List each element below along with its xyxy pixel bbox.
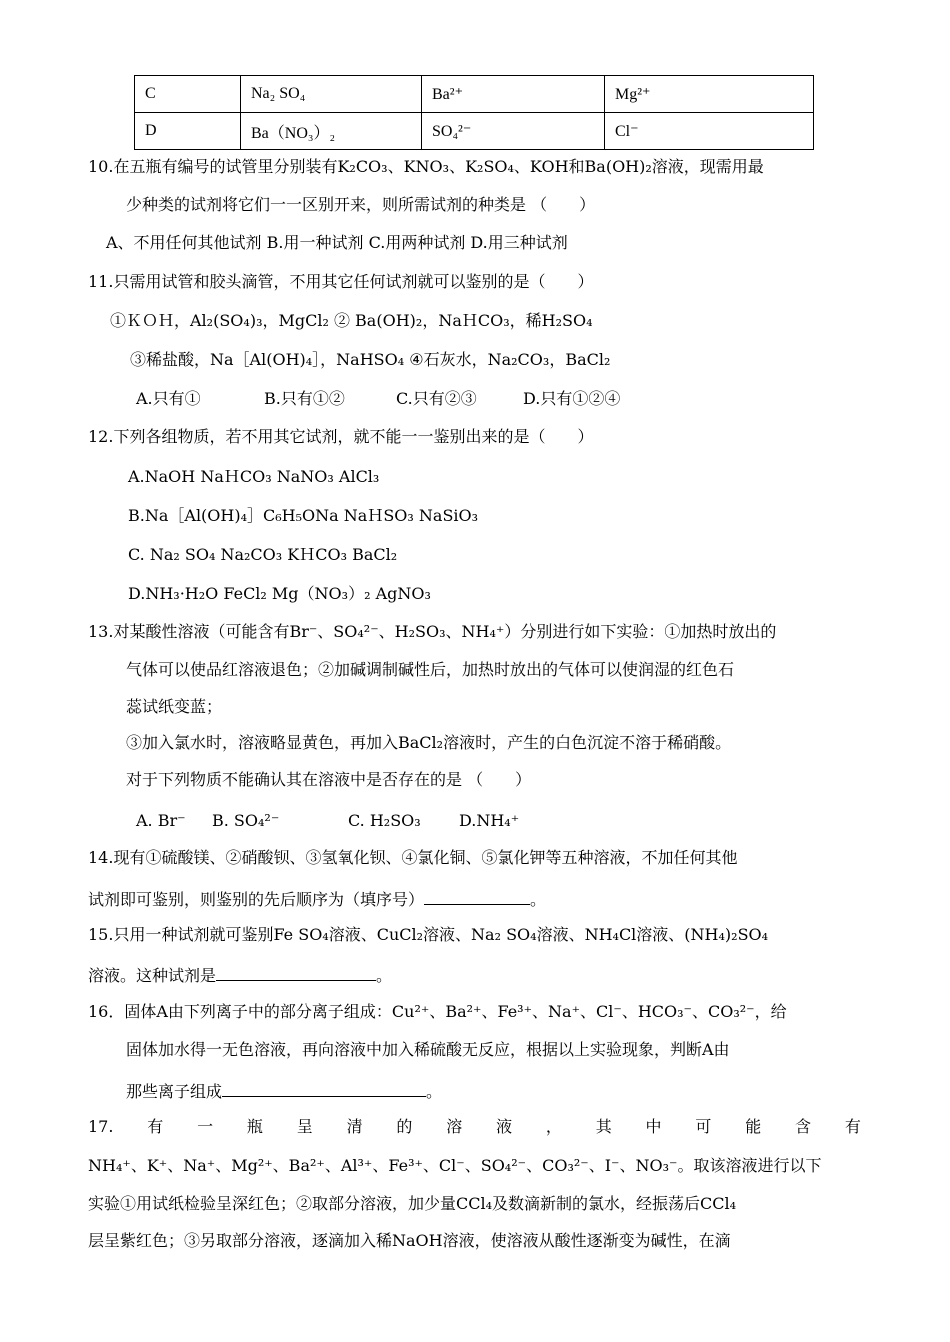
q14-line-2-text: 试剂即可鉴别，则鉴别的先后顺序为（填序号） — [88, 890, 425, 909]
q11-option-d: D.只有①②④ — [523, 389, 621, 408]
q14-line-2-end: 。 — [530, 890, 547, 909]
table-cell: Mg²⁺ — [605, 76, 814, 113]
q12-option-d: D.NH₃·H₂O FeCl₂ Mg（NO₃）₂ AgNO₃ — [128, 584, 431, 603]
table-cell: Ba（NO₃）₂ — [241, 113, 422, 150]
q16-line-2: 固体加水得一无色溶液，再向溶液中加入稀硫酸无反应，根据以上实验现象，判断A由 — [126, 1040, 730, 1059]
q17-word: 溶 — [446, 1117, 463, 1136]
q13-line-4: ③加入氯水时，溶液略显黄色，再加入BaCl₂溶液时，产生的白色沉淀不溶于稀硝酸。 — [126, 733, 732, 752]
q12-option-b: B.Na［Al(OH)₄］C₆H₅ONa NaＨSO₃ NaSiO₃ — [128, 506, 479, 525]
q16-line-3 — [126, 1078, 442, 1102]
q10-options: A、不用任何其他试剂 B.用一种试剂 C.用两种试剂 D.用三种试剂 — [106, 233, 568, 252]
q13-option-c: C. H₂SO₃ — [348, 811, 421, 830]
q13-line-2: 气体可以使品红溶液退色；②加碱调制碱性后，加热时放出的气体可以使润湿的红色石 — [126, 660, 735, 679]
q14-line-2 — [88, 886, 546, 910]
table-cell: Ba²⁺ — [422, 76, 605, 113]
q14-line-1: 14.现有①硫酸镁、②硝酸钡、③氢氧化钡、④氯化铜、⑤氯化钾等五种溶液，不加任何其他 — [88, 848, 738, 867]
table-cell: Cl⁻ — [605, 113, 814, 150]
q17-word: 含 — [795, 1117, 812, 1136]
table-cell: SO₄²⁻ — [422, 113, 605, 150]
q16-answer-blank[interactable] — [222, 1078, 426, 1097]
q13-option-b: B. SO₄²⁻ — [212, 811, 280, 830]
q17-word: 的 — [396, 1117, 413, 1136]
q15-line-2-end: 。 — [376, 966, 393, 985]
q17-word: 清 — [346, 1117, 363, 1136]
q17-word: 能 — [745, 1117, 762, 1136]
q12-option-a: A.NaOH NaＨCO₃ NaNO₃ AlCl₃ — [128, 467, 380, 486]
q17-word: 可 — [695, 1117, 712, 1136]
q17-word: 瓶 — [246, 1117, 263, 1136]
q11-option-c: C.只有②③ — [396, 389, 477, 408]
q17-word: 有 — [147, 1117, 164, 1136]
q12-stem: 12.下列各组物质，若不用其它试剂，就不能一一鉴别出来的是（ ） — [88, 427, 594, 446]
table-row — [135, 113, 814, 150]
q17-line-4: 层呈紫红色；③另取部分溶液，逐滴加入稀NaOH溶液，使溶液从酸性逐渐变为碱性，在滴 — [88, 1231, 731, 1250]
q11-stem: 11.只需用试管和胶头滴管，不用其它任何试剂就可以鉴别的是（ ） — [88, 272, 594, 291]
q13-option-a: A. Br⁻ — [136, 811, 186, 830]
q11-item-2: ③稀盐酸，Na［Al(OH)₄］，NaHSO₄ ④石灰水，Na₂CO₃，BaCl₂ — [130, 350, 611, 369]
q14-answer-blank[interactable] — [424, 886, 530, 905]
q17-word: 一 — [197, 1117, 214, 1136]
q12-option-c: C. Na₂ SO₄ Na₂CO₃ KＨCO₃ BaCl₂ — [128, 545, 398, 564]
q16-line-3-end: 。 — [426, 1082, 443, 1101]
q10-line-2: 少种类的试剂将它们一一区别开来，则所需试剂的种类是 （ ） — [126, 195, 596, 214]
q17-word: ， — [545, 1117, 562, 1136]
table-cell: D — [135, 113, 241, 150]
q17-word: 其 — [595, 1117, 612, 1136]
q11-item-1: ①ＫＯＨ，Al₂(SO₄)₃，MgCl₂ ② Ba(OH)₂，NaＨCO₃，稀H₂SO₄ — [110, 311, 593, 330]
q15-answer-blank[interactable] — [216, 962, 376, 981]
q17-word: 中 — [645, 1117, 662, 1136]
q10-line-1: 10.在五瓶有编号的试管里分别装有K₂CO₃、KNO₃、K₂SO₄、KOH和Ba(OH)₂溶液，现需用最 — [88, 157, 764, 176]
q17-word: 17. — [88, 1117, 114, 1136]
table-cell: Na₂ SO₄ — [241, 76, 422, 113]
table-cell: C — [135, 76, 241, 113]
q17-word: 呈 — [296, 1117, 313, 1136]
q13-line-1: 13.对某酸性溶液（可能含有Br⁻、SO₄²⁻、H₂SO₃、NH₄⁺）分别进行如下实验：①加热时放出的 — [88, 622, 777, 641]
q17-line-1 — [88, 1117, 861, 1137]
q16-line-1: 16．固体A由下列离子中的部分离子组成：Cu²⁺、Ba²⁺、Fe³⁺、Na⁺、Cl⁻、HCO₃⁻、CO₃²⁻，给 — [88, 1002, 787, 1021]
q16-line-3-text: 那些离子组成 — [126, 1082, 223, 1101]
q17-word: 有 — [844, 1117, 861, 1136]
ion-table — [134, 75, 814, 150]
q13-line-3: 蕊试纸变蓝； — [126, 697, 223, 716]
q11-option-b: B.只有①② — [264, 389, 345, 408]
q17-word: 液 — [496, 1117, 513, 1136]
table-row — [135, 76, 814, 113]
q17-line-3: 实验①用试纸检验呈深红色；②取部分溶液，加少量CCl₄及数滴新制的氯水，经振荡后CCl₄ — [88, 1194, 737, 1213]
q15-line-1: 15.只用一种试剂就可鉴别Fe SO₄溶液、CuCl₂溶液、Na₂ SO₄溶液、NH₄Cl溶液、(NH₄)₂SO₄ — [88, 925, 769, 944]
q15-line-2-text: 溶液。这种试剂是 — [88, 966, 217, 985]
q13-line-5: 对于下列物质不能确认其在溶液中是否存在的是 （ ） — [126, 770, 532, 789]
q17-line-2: NH₄⁺、K⁺、Na⁺、Mg²⁺、Ba²⁺、Al³⁺、Fe³⁺、Cl⁻、SO₄²⁻、CO₃²⁻、I⁻、NO₃⁻。取该溶液进行以下 — [88, 1156, 822, 1175]
q13-option-d: D.NH₄⁺ — [459, 811, 520, 830]
q15-line-2 — [88, 962, 392, 986]
q11-option-a: A.只有① — [136, 389, 201, 408]
